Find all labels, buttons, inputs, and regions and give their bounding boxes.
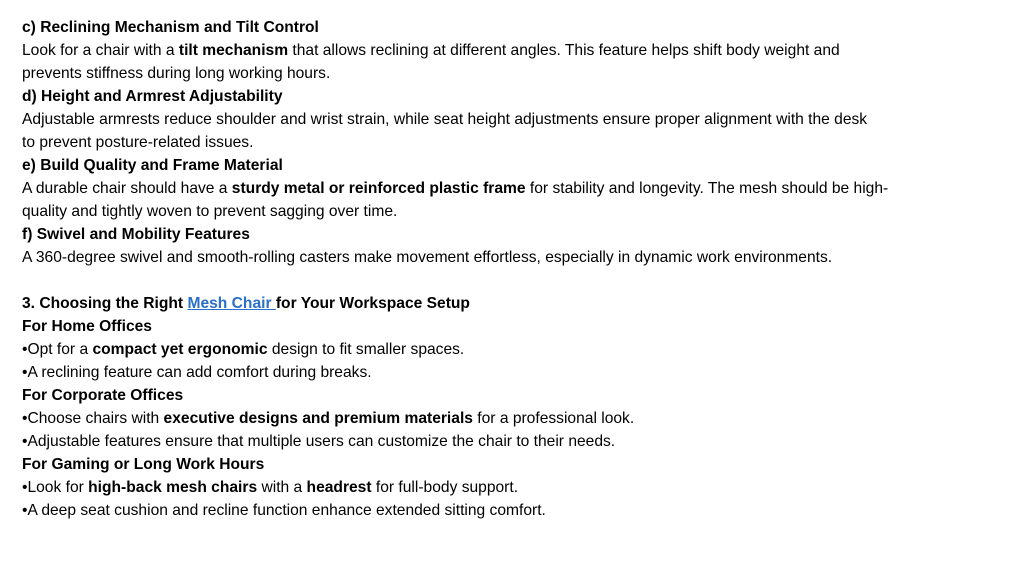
text-run: •Opt for a [22, 341, 93, 358]
bold-text-run: high-back mesh chairs [88, 479, 258, 496]
text-run: design to fit smaller spaces. [267, 341, 465, 358]
text-run: •Choose chairs with [22, 410, 164, 427]
bold-text-run: compact yet ergonomic [92, 341, 268, 358]
text-run: •Look for [22, 479, 89, 496]
text-run: that allows reclining at different angles. This feature helps shift body weight and [288, 42, 840, 59]
home-offices-heading: For Home Offices [22, 318, 152, 335]
section-e-paragraph-line-1 [22, 177, 1002, 200]
corporate-offices-bullet-2: •Adjustable features ensure that multiple users can customize the chair to their needs. [22, 433, 616, 450]
text-run: for Your Workspace Setup [275, 295, 470, 312]
section-c-paragraph-line-1 [22, 39, 1002, 62]
section-e-heading: e) Build Quality and Frame Material [22, 157, 283, 174]
section-f-paragraph-line-1: A 360-degree swivel and smooth-rolling casters make movement effortless, especially in dynamic work environments. [22, 249, 833, 266]
text-run: for full-body support. [371, 479, 519, 496]
text-run: Look for a chair with a [22, 42, 179, 59]
text-run: A durable chair should have a [22, 180, 232, 197]
corporate-offices-heading: For Corporate Offices [22, 387, 184, 404]
bold-text-run: tilt mechanism [178, 42, 289, 59]
text-run: for stability and longevity. The mesh should be high- [525, 180, 889, 197]
bold-text-run: executive designs and premium materials [163, 410, 473, 427]
section-d-heading: d) Height and Armrest Adjustability [22, 88, 283, 105]
bold-text-run: headrest [306, 479, 372, 496]
spacer [22, 269, 1002, 292]
document-body [22, 16, 1002, 522]
text-run: for a professional look. [472, 410, 635, 427]
mesh-chair-link[interactable]: Mesh Chair [187, 295, 276, 312]
text-run: 3. Choosing the Right [22, 295, 188, 312]
section-f-heading: f) Swivel and Mobility Features [22, 226, 250, 243]
section-c-paragraph-line-2: prevents stiffness during long working hours. [22, 65, 331, 82]
text-run: with a [257, 479, 307, 496]
home-offices-bullet-2: •A reclining feature can add comfort during breaks. [22, 364, 372, 381]
section-e-paragraph-line-2: quality and tightly woven to prevent sagging over time. [22, 203, 398, 220]
section-c-heading: c) Reclining Mechanism and Tilt Control [22, 19, 319, 36]
gaming-heading: For Gaming or Long Work Hours [22, 456, 265, 473]
home-offices-bullet-1 [22, 338, 1002, 361]
corporate-offices-bullet-1 [22, 407, 1002, 430]
section-d-paragraph-line-2: to prevent posture-related issues. [22, 134, 254, 151]
gaming-bullet-1 [22, 476, 1002, 499]
section-d-paragraph-line-1: Adjustable armrests reduce shoulder and wrist strain, while seat height adjustments ensure proper alignment with the desk [22, 111, 868, 128]
section-3-heading [22, 292, 1002, 315]
gaming-bullet-2: •A deep seat cushion and recline function enhance extended sitting comfort. [22, 502, 546, 519]
bold-text-run: sturdy metal or reinforced plastic frame [231, 180, 526, 197]
